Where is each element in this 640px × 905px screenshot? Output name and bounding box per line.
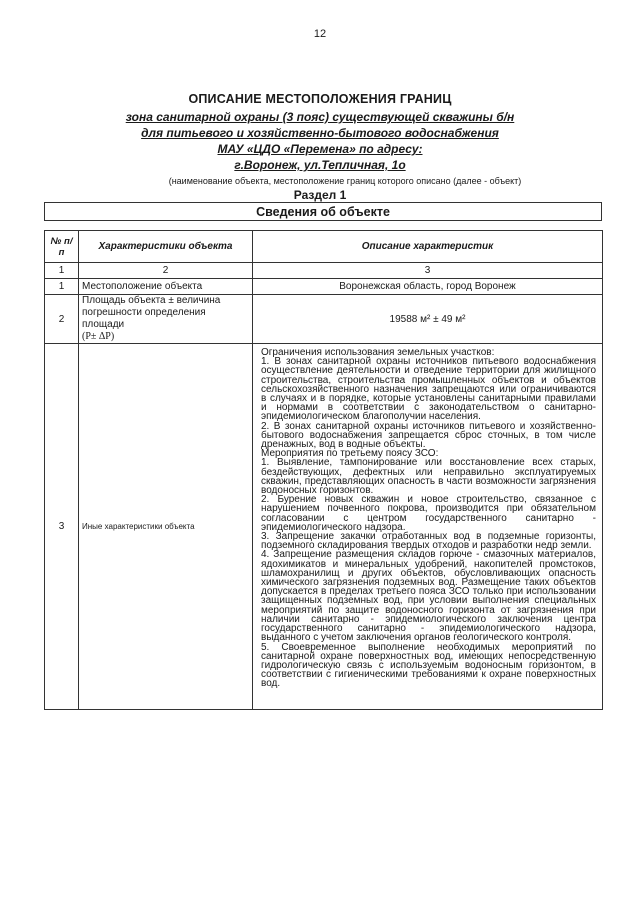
restrictions-heading: Ограничения использования земельных участков: (261, 347, 495, 358)
row-3-num: 3 (45, 344, 79, 710)
row-2-description: 19588 м² ± 49 м² (253, 295, 603, 344)
subtitle-line-4: г.Воронеж, ул.Тепличная, 1о (234, 158, 406, 172)
row-2-formula: (P± ΔP) (82, 331, 115, 342)
subtitle-line-1: зона санитарной охраны (3 пояс) существующей скважины б/н (125, 110, 515, 124)
object-note: (наименование объекта, местоположение границ которого описано (далее - объект) (168, 176, 522, 186)
header-characteristics: Характеристики объекта (79, 231, 253, 263)
table-row (45, 344, 603, 710)
object-info-table (44, 230, 603, 710)
colnum-3: 3 (253, 263, 603, 279)
measure-item-1: 1. Выявление, тампонирование или восстановление всех старых, бездействующих, дефектных или неправильно эксплуатируемых скважин, представляющих опасность в части возможности загрязнения водоносных горизонтов. (261, 457, 596, 497)
measures-heading: Мероприятия по третьему поясу ЗСО: (261, 448, 439, 460)
colnum-2: 2 (79, 263, 253, 279)
section-title: Раздел 1 (293, 188, 347, 202)
measure-item-4: 4. Запрещение размещения складов горюче - смазочных материалов, ядохимикатов и минеральных удобрений, накопителей промстоков, шламохранилищ и других объектов, обусловливающих опасность химического загрязнения подземных вод. Размещение таких объектов допускается в пределах третьего пояса ЗСО только при использовании защищенных подземных вод, при условии выполнения специальных мероприятий по защите водоносного горизонта от загрязнения при наличии санитарно - эпидемиологического заключения центра государственного санитарно - эпидемиологического надзора, выданного с учетом заключения органов геологического контроля. (261, 549, 596, 644)
header-num: № п/п (45, 231, 79, 263)
page-number: 12 (313, 28, 327, 40)
header-description: Описание характеристик (253, 231, 603, 263)
subtitle-line-3: МАУ «ЦДО «Перемена» по адресу: (217, 142, 423, 156)
row-2-characteristic (79, 295, 253, 344)
measure-item-3: 3. Запрещение закачки отработанных вод в подземные горизонты, подземного складирования твердых отходов и разработки недр земли. (261, 531, 596, 552)
row-2-characteristic-text: Площадь объекта ± величина погрешности определения площади (82, 295, 221, 330)
restriction-item-2: 2. В зонах санитарной охраны источников питьевого и хозяйственно-бытового водоснабжения запрещается сброс сточных, в том числе дренажных, вод в водные объекты. (261, 420, 596, 451)
section-header: Сведения об объекте (44, 202, 602, 221)
table-header-row (45, 231, 603, 263)
subtitle-line-2: для питьевого и хозяйственно-бытового водоснабжения (141, 126, 499, 140)
table-colnum-row (45, 263, 603, 279)
restriction-item-1: 1. В зонах санитарной охраны источников питьевого водоснабжения осуществление деятельности и отведение территории для жилищного строительства, строительства промышленных объектов и объектов сельскохозяйственного назначения запрещаются или ограничиваются в случаях и в порядке, которые установлены санитарными правилами и нормами в соответствии с законодательством о санитарно-эпидемиологическом благополучии населения. (261, 356, 596, 423)
colnum-1: 1 (45, 263, 79, 279)
table-row (45, 295, 603, 344)
table-row (45, 279, 603, 295)
row-3-description (253, 344, 603, 710)
document-title: ОПИСАНИЕ МЕСТОПОЛОЖЕНИЯ ГРАНИЦ (188, 92, 452, 106)
row-2-num: 2 (45, 295, 79, 344)
row-3-characteristic: Иные характеристики объекта (79, 344, 253, 710)
measure-item-2: 2. Бурение новых скважин и новое строительство, связанное с нарушением почвенного покрова, производится при обязательном согласовании с центром государственного санитарно - эпидемиологического надзора. (261, 494, 596, 533)
row-1-description: Воронежская область, город Воронеж (253, 279, 603, 295)
measure-item-5: 5. Своевременное выполнение необходимых мероприятий по санитарной охране поверхностных вод, имеющих непосредственную гидрологическую связь с используемым водоносным горизонтом, в соответствии с гигиеническими требованиями к охране поверхностных вод. (261, 641, 596, 690)
row-1-characteristic: Местоположение объекта (79, 279, 253, 295)
row-1-num: 1 (45, 279, 79, 295)
